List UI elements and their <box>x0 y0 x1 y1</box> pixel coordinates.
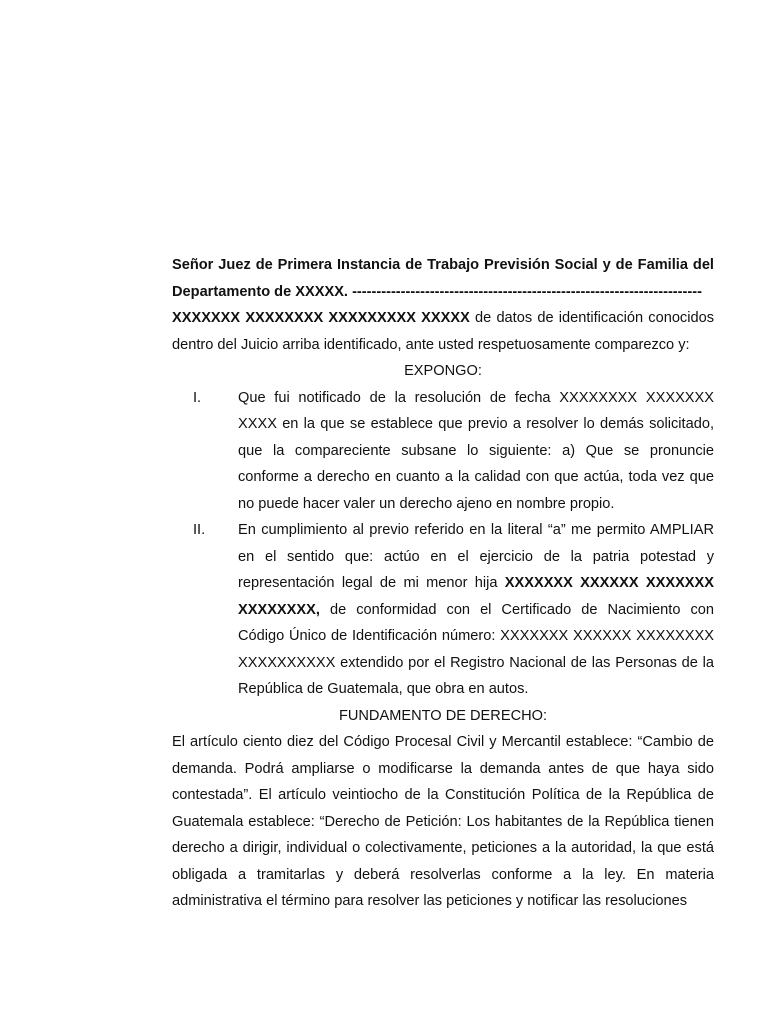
list-item-1 <box>172 385 714 518</box>
list-item-2 <box>172 517 714 703</box>
salutation-text: Señor Juez de Primera Instancia de Trabajo Previsión Social y de Familia del Departamento de XXXXX. <box>172 257 714 300</box>
list-text-2b: de conformidad con el Certificado de Nacimiento con Código Único de Identificación número: XXXXXXX XXXXXX XXXXXXXX XXXXXXXXXX extendido por el Registro Nacional de las Personas de la República de Guatemala, que obra en autos. <box>238 601 714 697</box>
list-text-1: Que fui notificado de la resolución de fecha XXXXXXXX XXXXXXX XXXX en la que se establece que previo a resolver lo demás solicitado, que la compareciente subsane lo siguiente: a) Que se pronuncie conforme a derecho en cuanto a la calidad con que actúa, toda vez que no puede hacer valer un derecho ajeno en nombre propio. <box>238 389 714 512</box>
minor-name: XXXXXXX XXXXXX XXXXXXX XXXXXXXX, <box>238 575 714 618</box>
list-text-2a: En cumplimiento al previo referido en la literal “a” me permito AMPLIAR en el sentido que: actúo en el ejercicio de la patria potestad y representación legal de mi menor hija <box>238 522 714 591</box>
heading-expongo: EXPONGO: <box>404 363 482 379</box>
fundamento-paragraph: El artículo ciento diez del Código Procesal Civil y Mercantil establece: “Cambio de demanda. Podrá ampliarse o modificarse la demanda antes de que haya sido contestada”. El artículo veintiocho de la Constitución Política de la República de Guatemala establece: “Derecho de Petición: Los habitantes de la República tienen derecho a dirigir, individual o colectivamente, peticiones a la autoridad, la que está obligada a tramitarlas y deberá resolverlas conforme a la ley. En materia administrativa el término para resolver las peticiones y notificar las resoluciones <box>172 734 714 909</box>
list-text-2 <box>238 517 714 703</box>
list-number-2: II. <box>193 522 206 538</box>
intro-text: de datos de identificación conocidos dentro del Juicio arriba identificado, ante usted respetuosamente comparezco y: <box>172 310 715 353</box>
document-body <box>172 252 714 915</box>
list-number-1: I. <box>193 389 202 406</box>
intro-paragraph <box>172 305 714 358</box>
intro-name: XXXXXXX XXXXXXXX XXXXXXXXX XXXXX <box>172 310 470 326</box>
heading-fundamento: FUNDAMENTO DE DERECHO: <box>338 707 548 724</box>
salutation-dashes: ------------------------------------------------------------------------ <box>352 283 702 300</box>
salutation-paragraph <box>172 252 714 305</box>
